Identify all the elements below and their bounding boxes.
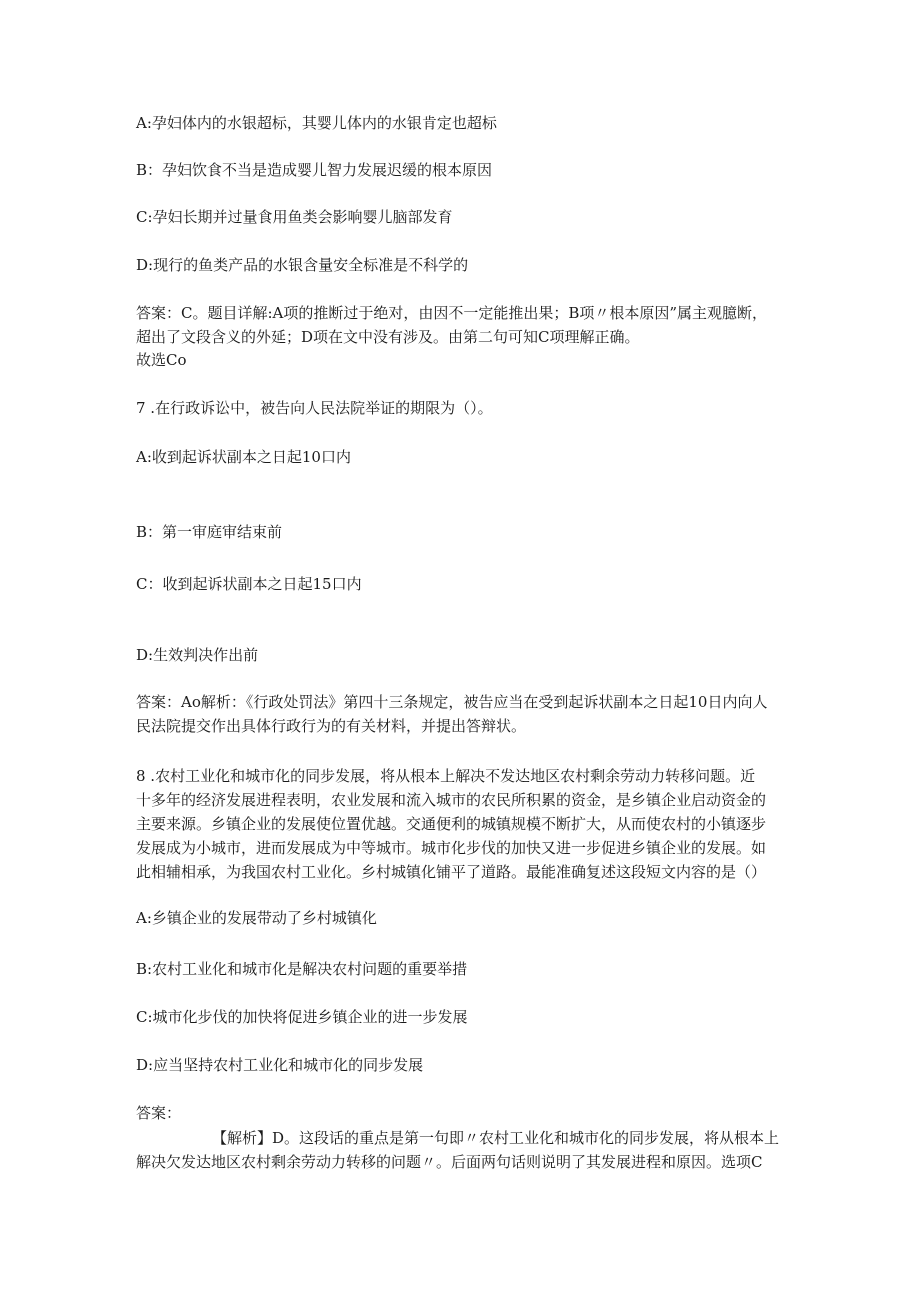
q6-option-a: A:孕妇体内的水银超标，其婴儿体内的水银肯定也超标 <box>136 114 497 132</box>
q7-answer-line: 答案：Ao解析：《行政处罚法》第四十三条规定，被告应当在受到起诉状副本之日起10日内向人 <box>136 693 768 711</box>
q8-answer-label: 答案： <box>136 1104 182 1122</box>
q6-answer-line: 超出了文段含义的外延；D项在文中没有涉及。由第二句可知C项理解正确。 <box>136 328 640 346</box>
q7-answer <box>136 690 786 738</box>
q8-question-line: 发展成为小城市，进而发展成为中等城市。城市化步伐的加快又进一步促进乡镇企业的发展。如 <box>136 839 767 857</box>
q7-answer-line: 民法院提交作出具体行政行为的有关材料，并提出答辩状。 <box>136 717 527 735</box>
q6-option-d: D:现行的鱼类产品的水银含量安全标准是不科学的 <box>136 256 469 274</box>
q7-option-b: B：第一审庭审结束前 <box>136 523 283 541</box>
q7-option-d: D:生效判决作出前 <box>136 646 259 664</box>
q7-option-c: C：收到起诉状副本之日起15口内 <box>136 575 362 593</box>
q6-option-b: B：孕妇饮食不当是造成婴儿智力发展迟缓的根本原因 <box>136 161 493 179</box>
q6-answer-line: 故选Co <box>136 351 187 369</box>
q8-option-c: C:城市化步伐的加快将促进乡镇企业的进一步发展 <box>136 1008 468 1026</box>
q8-option-a: A:乡镇企业的发展带动了乡村城镇化 <box>136 909 377 927</box>
q8-analysis <box>136 1126 786 1174</box>
q8-question-line: 8 .农村工业化和城市化的同步发展，将从根本上解决不发达地区农村剩余劳动力转移问题。近 <box>136 767 756 785</box>
q8-question-line: 此相辅相承，为我国农村工业化。乡村城镇化铺平了道路。最能准确复述这段短文内容的是（） <box>136 863 767 881</box>
q8-question-line: 主要来源。乡镇企业的发展使位置优越。交通便利的城镇规模不断扩大，从而使农村的小镇逐步 <box>136 815 767 833</box>
q7-question: 7 .在行政诉讼中，被告向人民法院举证的期限为（）。 <box>136 399 493 417</box>
q8-analysis-line: 【解析】D。这段话的重点是第一句即〃农村工业化和城市化的同步发展，将从根本上 <box>212 1129 780 1147</box>
q8-option-b: B:农村工业化和城市化是解决农村问题的重要举措 <box>136 960 468 978</box>
q6-answer-line: 答案：C。题目详解:A项的推断过于绝对，由因不一定能推出果；B项〃根本原因”属主观臆断， <box>136 304 768 322</box>
q8-analysis-line: 解决欠发达地区农村剩余劳动力转移的问题〃。后面两句话则说明了其发展进程和原因。选项C <box>136 1153 763 1171</box>
q6-answer <box>136 301 786 371</box>
q8-question-line: 十多年的经济发展进程表明，农业发展和流入城市的农民所积累的资金，是乡镇企业启动资金的 <box>136 791 767 809</box>
q8-question <box>136 764 786 884</box>
q8-option-d: D:应当坚持农村工业化和城市化的同步发展 <box>136 1056 424 1074</box>
q7-option-a: A:收到起诉状副本之日起10口内 <box>136 448 351 466</box>
q6-option-c: C:孕妇长期并过量食用鱼类会影响婴儿脑部发育 <box>136 208 453 226</box>
